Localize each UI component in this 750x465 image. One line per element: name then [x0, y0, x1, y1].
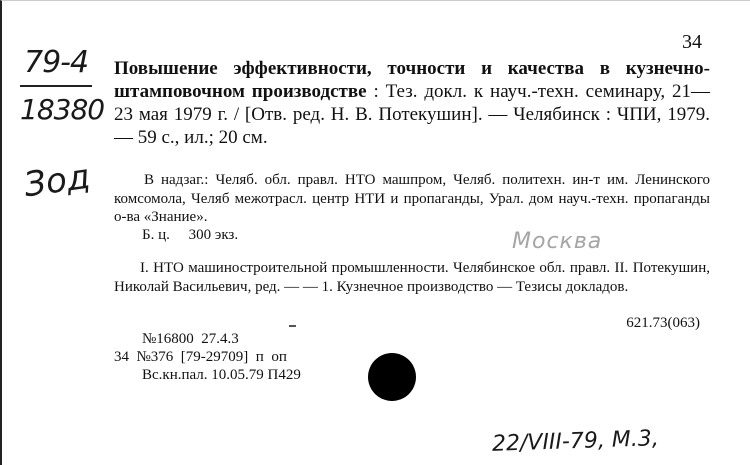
call-number-bottom: 18380 [20, 93, 105, 126]
udc-classification: 621.73(063) [626, 315, 700, 331]
price-and-print-run: Б. ц. 300 экз. [142, 227, 239, 243]
call-number-divider [20, 85, 92, 87]
note-block [114, 171, 710, 227]
tracings-block [114, 259, 710, 297]
tech-line-1: №16800 27.4.3 [142, 331, 239, 347]
publication-details: : Тез. докл. к науч.-техн. семинару, 21—23 мая 1979 г. / [Отв. ред. Н. В. Потекушин]. — Челябинск : ЧПИ, 1979. — 59 с., ил.; 20 см. [114, 81, 710, 148]
book-title: Повышение эффективности, точности и качества в кузнечно-штамповочном производстве [114, 58, 710, 102]
bottom-handwritten-note: 22/VIII-79, М.3, [491, 426, 660, 457]
tracings-text: I. НТО машиностроительной промышленности. Челябинское обл. правл. II. Потекушин, Николай Васильевич, ред. — — 1. Кузнечное производство — Тезисы докладов. [114, 260, 710, 295]
margin-mark: Зод [21, 156, 93, 206]
faded-stamp: Москва [512, 229, 603, 254]
note-text: В надзаг.: Челяб. обл. правл. НТО машпром, Челяб. политехн. ин-т им. Ленинского комсомола, Челяб межотрасл. центр НТИ и пропаганды, Урал. дом науч.-техн. пропаганды о-ва «Знание». [114, 172, 710, 225]
page-number: 34 [682, 31, 702, 53]
tech-line-2: 34 №376 [79-29709] п оп [114, 349, 287, 365]
tech-line-3: Вс.кн.пал. 10.05.79 П429 [142, 367, 301, 383]
ink-blot [368, 353, 416, 401]
call-number-top: 79-4 [24, 45, 89, 80]
bibliographic-description [114, 57, 710, 149]
pencil-tick [289, 325, 296, 327]
